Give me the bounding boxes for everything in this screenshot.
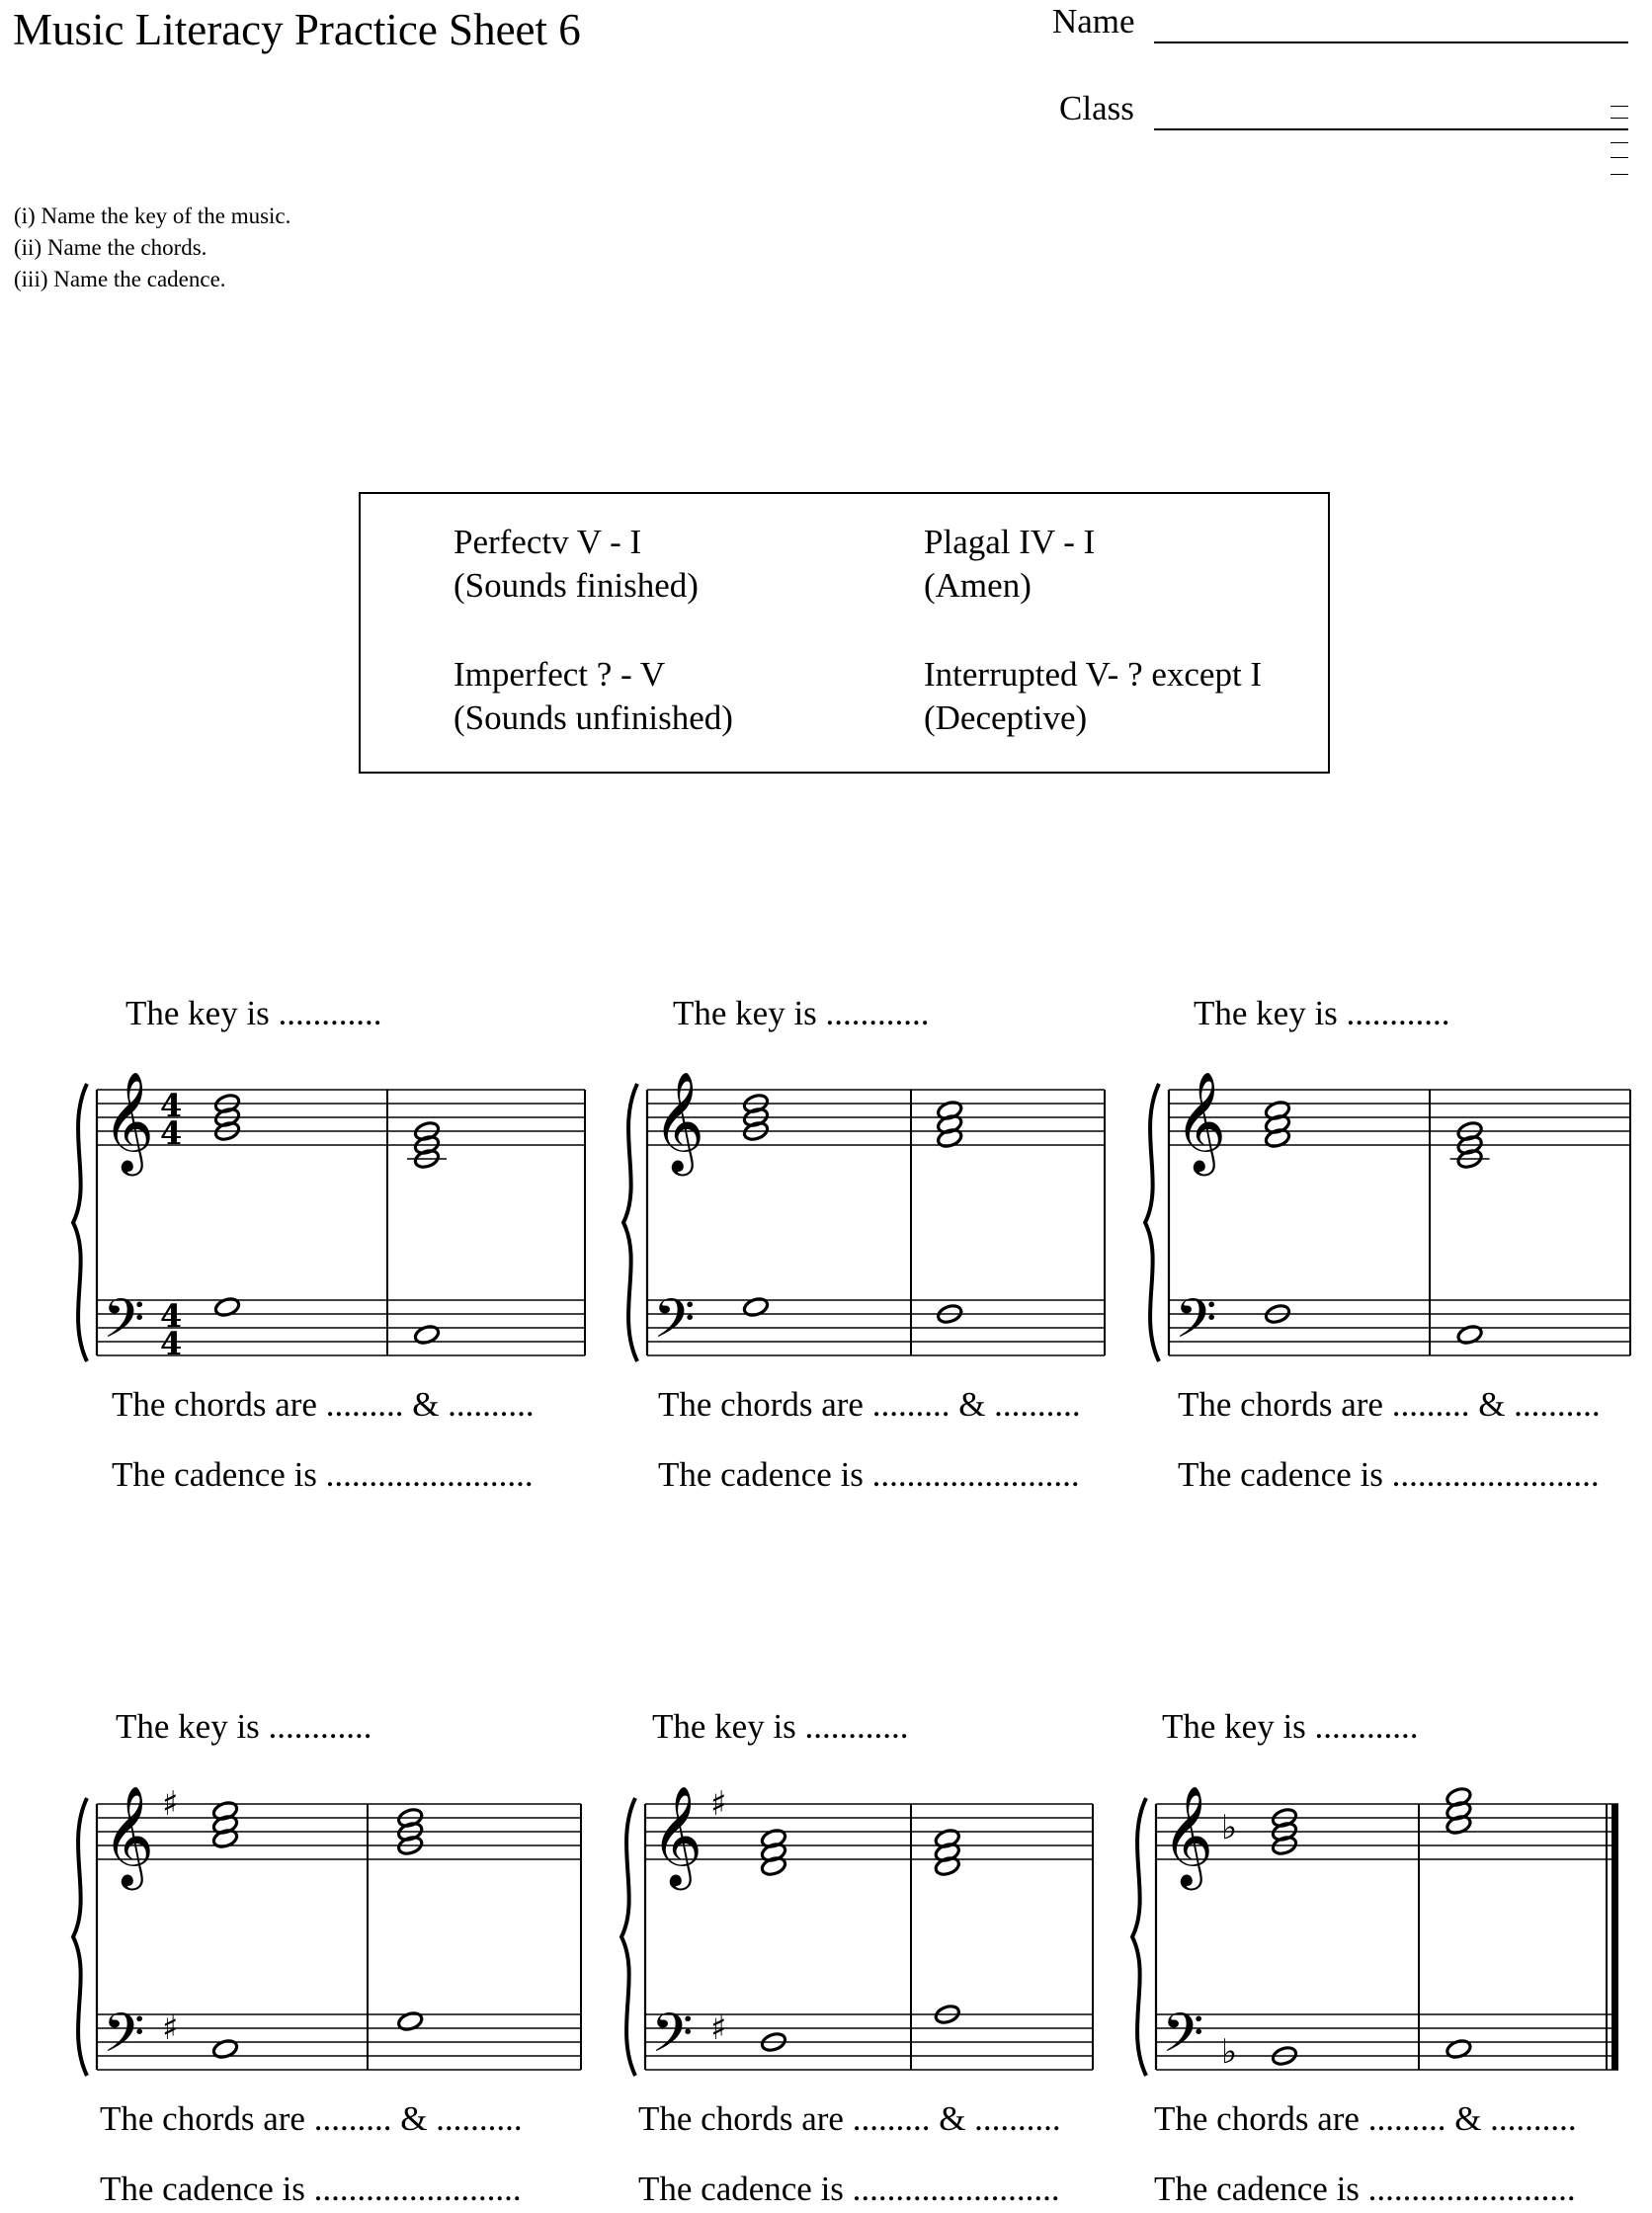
exercise-4 [73, 1784, 581, 2078]
instruction-item: (iii) Name the cadence. [14, 267, 226, 291]
brace-icon [73, 1084, 87, 1361]
cadence-description: (Sounds finished) [454, 566, 699, 605]
treble-clef-icon: 𝄞 [103, 1070, 155, 1172]
whole-note [396, 2010, 424, 2032]
brace-icon [1145, 1084, 1159, 1361]
cadence-prompt: The cadence is ........................ [100, 2170, 522, 2208]
instruction-item: (i) Name the key of the music. [14, 204, 291, 228]
brace-icon [621, 1798, 635, 2076]
cadence-description: (Amen) [924, 566, 1032, 605]
flat-icon: ♭ [1221, 2032, 1238, 2072]
cadence-description: (Deceptive) [924, 698, 1088, 737]
chords-prompt: The chords are ......... & .......... [1154, 2099, 1577, 2138]
whole-note [742, 1296, 770, 1318]
cadence-prompt: The cadence is ........................ [1178, 1455, 1600, 1494]
time-signature-denominator: 4 [160, 1325, 183, 1362]
sharp-icon: ♯ [162, 2008, 179, 2048]
exercise-5 [621, 1784, 1093, 2078]
chords-prompt: The chords are ......... & .......... [638, 2099, 1061, 2138]
final-barline-thick [1611, 1804, 1618, 2070]
whole-note [1456, 1324, 1484, 1346]
treble-clef-icon: 𝄞 [651, 1784, 703, 1886]
bass-clef-icon: 𝄢 [651, 2002, 694, 2078]
cadence-prompt: The cadence is ........................ [658, 1455, 1080, 1494]
exercise-6 [1132, 1784, 1618, 2078]
treble-clef-icon: 𝄞 [1162, 1784, 1214, 1886]
bass-clef-icon: 𝄢 [653, 1287, 696, 1363]
time-signature-numerator: 4 [160, 1087, 183, 1124]
sharp-icon: ♯ [162, 1784, 179, 1824]
whole-note [213, 1296, 241, 1318]
cadence-description: (Sounds unfinished) [454, 698, 733, 737]
cadence-name: Interrupted V- ? except I [924, 655, 1263, 694]
chords-prompt: The chords are ......... & .......... [112, 1385, 535, 1424]
brace-icon [73, 1798, 87, 2076]
cadence-name: Imperfect ? - V [454, 655, 666, 694]
name-label: Name [1052, 2, 1135, 41]
key-prompt: The key is ............ [1194, 994, 1450, 1032]
treble-clef-icon: 𝄞 [103, 1784, 155, 1886]
key-prompt: The key is ............ [673, 994, 930, 1032]
exercise-2 [623, 1070, 1105, 1363]
instruction-item: (ii) Name the chords. [14, 235, 207, 260]
flat-icon: ♭ [1221, 1808, 1238, 1847]
whole-note [1446, 2038, 1473, 2060]
brace-icon [623, 1084, 637, 1361]
sharp-icon: ♯ [710, 1784, 727, 1824]
brace-icon [1132, 1798, 1146, 2076]
bass-clef-icon: 𝄢 [103, 2002, 145, 2078]
cadence-name: Perfectv V - I [454, 523, 642, 561]
chords-prompt: The chords are ......... & .......... [1178, 1385, 1601, 1424]
key-prompt: The key is ............ [1162, 1707, 1419, 1746]
chords-prompt: The chords are ......... & .......... [100, 2099, 523, 2138]
treble-clef-icon: 𝄞 [1175, 1070, 1227, 1172]
sharp-icon: ♯ [710, 2008, 727, 2048]
key-prompt: The key is ............ [125, 994, 382, 1032]
key-prompt: The key is ............ [652, 1707, 909, 1746]
bass-clef-icon: 𝄢 [1175, 1287, 1217, 1363]
treble-clef-icon: 𝄞 [653, 1070, 705, 1172]
page-title: Music Literacy Practice Sheet 6 [13, 5, 581, 54]
cadence-prompt: The cadence is ........................ [1154, 2170, 1576, 2208]
whole-note [211, 2038, 239, 2060]
cadence-prompt: The cadence is ........................ [112, 1455, 534, 1494]
chords-prompt: The chords are ......... & .......... [658, 1385, 1081, 1424]
exercise-3 [1145, 1070, 1630, 1363]
class-label: Class [1059, 89, 1134, 127]
time-signature-numerator: 4 [160, 1297, 183, 1335]
cadence-name: Plagal IV - I [924, 523, 1096, 561]
bass-clef-icon: 𝄢 [103, 1287, 145, 1363]
time-signature-denominator: 4 [160, 1114, 183, 1152]
whole-note [413, 1324, 441, 1346]
bass-clef-icon: 𝄢 [1162, 2002, 1204, 2078]
exercise-1 [73, 1070, 585, 1363]
cadence-prompt: The cadence is ........................ [638, 2170, 1060, 2208]
key-prompt: The key is ............ [116, 1707, 372, 1746]
